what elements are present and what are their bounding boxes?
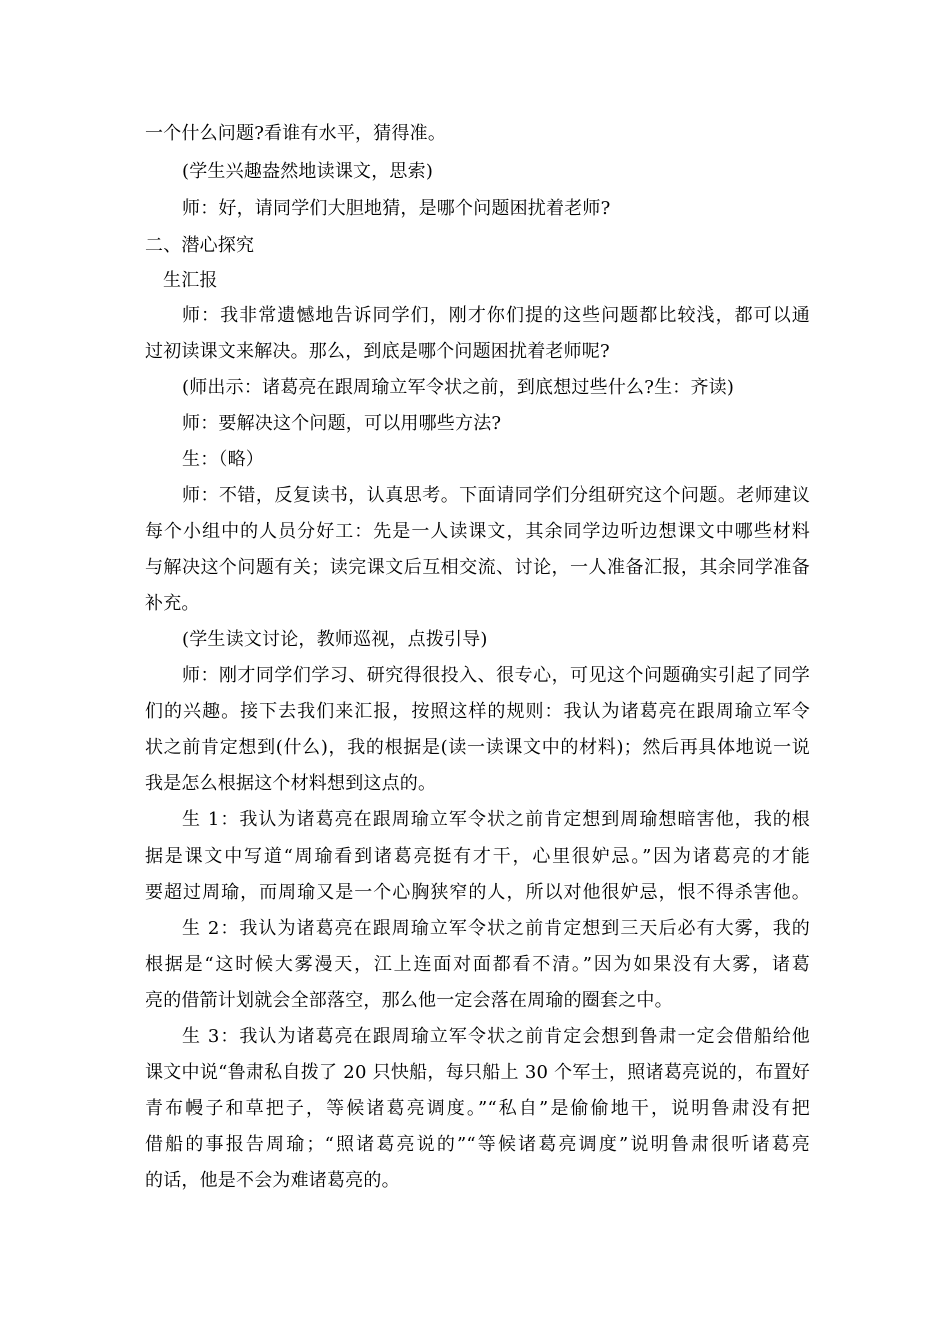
text-line: 师：要解决这个问题，可以用哪些方法? — [182, 413, 502, 434]
text-line: 生：（略） — [182, 449, 264, 470]
text-line: (学生兴趣盎然地读课文，思索) — [182, 161, 434, 182]
text-line: 生 3：我认为诸葛亮在跟周瑜立军令状之前肯定会想到鲁肃一定会借船给他 — [182, 1026, 810, 1047]
text-line: 课文中说“鲁肃私自拨了 20 只快船，每只船上 30 个军士，照诸葛亮说的，布置好 — [145, 1062, 810, 1083]
text-line: 生 2：我认为诸葛亮在跟周瑜立军令状之前肯定想到三天后必有大雾，我的 — [182, 918, 810, 939]
text-line: 补充。 — [145, 593, 200, 614]
text-line: 生汇报 — [163, 270, 218, 291]
text-line: 师：好，请同学们大胆地猜，是哪个问题困扰着老师? — [182, 198, 611, 219]
text-line: 师：刚才同学们学习、研究得很投入、很专心，可见这个问题确实引起了同学 — [182, 665, 810, 686]
text-line: 我是怎么根据这个材料想到这点的。 — [145, 773, 437, 794]
text-line: 过初读课文来解决。那么，到底是哪个问题困扰着老师呢? — [145, 341, 610, 362]
text-line: (师出示：诸葛亮在跟周瑜立军令状之前，到底想过些什么?生：齐读) — [182, 377, 735, 398]
text-line: 师：不错，反复读书，认真思考。下面请同学们分组研究这个问题。老师建议 — [182, 485, 810, 506]
text-line: 的话，他是不会为难诸葛亮的。 — [145, 1170, 400, 1191]
text-line: 生 1：我认为诸葛亮在跟周瑜立军令状之前肯定想到周瑜想暗害他，我的根 — [182, 809, 810, 830]
text-line: 亮的借箭计划就会全部落空，那么他一定会落在周瑜的圈套之中。 — [145, 990, 673, 1011]
text-line: 们的兴趣。接下去我们来汇报，按照这样的规则：我认为诸葛亮在跟周瑜立军令 — [145, 701, 810, 722]
section-heading: 二、潜心探究 — [145, 235, 255, 256]
text-line: 要超过周瑜，而周瑜又是一个心胸狭窄的人，所以对他很妒忌，恨不得杀害他。 — [145, 882, 810, 903]
text-line: 据是课文中写道“周瑜看到诸葛亮挺有才干，心里很妒忌。”因为诸葛亮的才能 — [145, 846, 810, 867]
text-line: 借船的事报告周瑜；“照诸葛亮说的”“等候诸葛亮调度”说明鲁肃很听诸葛亮 — [145, 1134, 810, 1155]
text-line: (学生读文讨论，教师巡视，点拨引导) — [182, 629, 488, 650]
text-line: 与解决这个问题有关；读完课文后互相交流、讨论，一人准备汇报，其余同学准备 — [145, 557, 810, 578]
text-line: 每个小组中的人员分好工：先是一人读课文，其余同学边听边想课文中哪些材料 — [145, 521, 810, 542]
text-line: 一个什么问题?看谁有水平，猜得准。 — [145, 123, 447, 144]
text-line: 青布幔子和草把子，等候诸葛亮调度。”“私自”是偷偷地干，说明鲁肃没有把 — [145, 1098, 810, 1119]
text-line: 状之前肯定想到(什么)，我的根据是(读一读课文中的材料)；然后再具体地说一说 — [145, 737, 810, 758]
text-line: 根据是“这时候大雾漫天，江上连面对面都看不清。”因为如果没有大雾，诸葛 — [145, 954, 810, 975]
text-line: 师：我非常遗憾地告诉同学们，刚才你们提的这些问题都比较浅，都可以通 — [182, 305, 810, 326]
